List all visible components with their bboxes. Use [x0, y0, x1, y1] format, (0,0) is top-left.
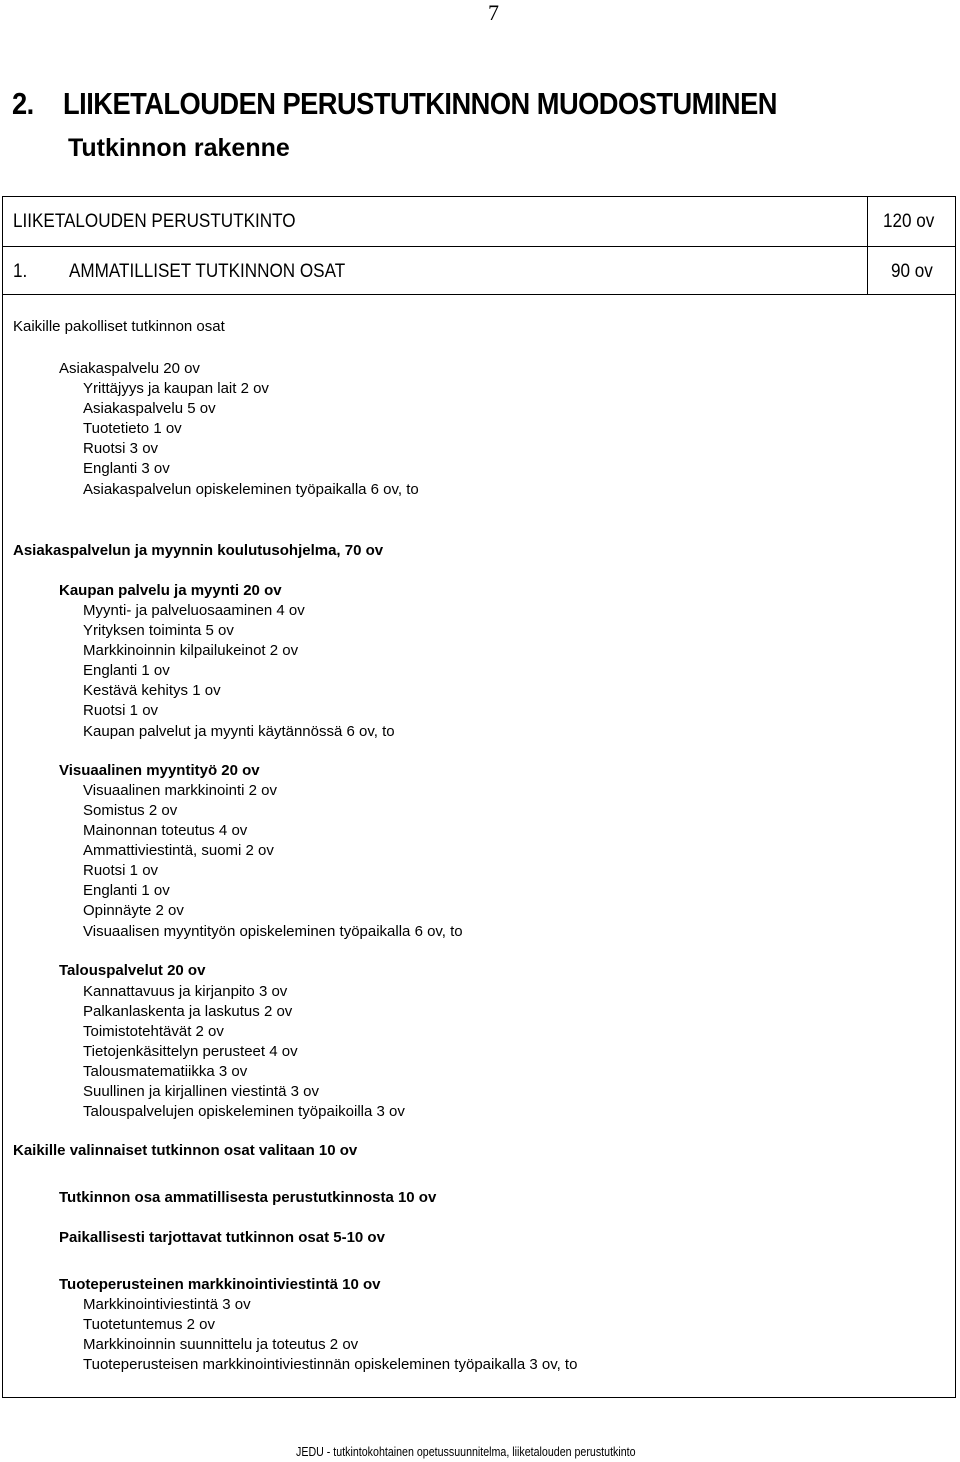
- module-heading: Talouspalvelut 20 ov: [59, 962, 206, 979]
- elective-item: Paikallisesti tarjottavat tutkinnon osat 5-10 ov: [59, 1229, 385, 1246]
- list-item: Markkinoinnin kilpailukeinot 2 ov: [83, 642, 299, 659]
- module-heading: Kaupan palvelu ja myynti 20 ov: [59, 582, 282, 599]
- list-item: Somistus 2 ov: [83, 802, 178, 819]
- list-item: Tuotetieto 1 ov: [83, 420, 182, 437]
- vocational-number: 1.: [13, 261, 28, 282]
- list-item: Asiakaspalvelu 5 ov: [83, 400, 216, 417]
- list-item: Markkinoinnin suunnittelu ja toteutus 2 ov: [83, 1336, 359, 1353]
- list-item: Tuotetuntemus 2 ov: [83, 1316, 216, 1333]
- list-item: Englanti 1 ov: [83, 662, 170, 679]
- module-heading: Visuaalinen myyntityö 20 ov: [59, 762, 260, 779]
- list-item: Kaupan palvelut ja myynti käytännössä 6 ov, to: [83, 723, 395, 740]
- module-heading: Tuoteperusteinen markkinointiviestintä 10 ov: [59, 1276, 381, 1293]
- list-item: Ruotsi 3 ov: [83, 440, 159, 457]
- list-item: Mainonnan toteutus 4 ov: [83, 822, 248, 839]
- list-item: Ammattiviestintä, suomi 2 ov: [83, 842, 274, 859]
- program-heading: Asiakaspalvelun ja myynnin koulutusohjelma, 70 ov: [13, 542, 384, 559]
- vocational-credits: 90 ov: [891, 261, 933, 282]
- list-item: Kaikille pakolliset tutkinnon osat: [13, 318, 225, 335]
- page-number: 7: [488, 0, 499, 25]
- list-item: Markkinointiviestintä 3 ov: [83, 1296, 251, 1313]
- list-item: Englanti 3 ov: [83, 460, 170, 477]
- chapter-number: 2.: [12, 86, 34, 121]
- degree-structure-table: [2, 196, 956, 1398]
- list-item: Visuaalinen markkinointi 2 ov: [83, 782, 277, 799]
- list-item: Myynti- ja palveluosaaminen 4 ov: [83, 602, 305, 619]
- chapter-heading: [12, 86, 777, 122]
- list-item: Talousmatematiikka 3 ov: [83, 1063, 248, 1080]
- list-item: Visuaalisen myyntityön opiskeleminen työpaikalla 6 ov, to: [83, 923, 463, 940]
- list-item: Opinnäyte 2 ov: [83, 902, 184, 919]
- list-item: Yrityksen toiminta 5 ov: [83, 622, 234, 639]
- list-item: Talouspalvelujen opiskeleminen työpaikoilla 3 ov: [83, 1103, 405, 1120]
- chapter-title: LIIKETALOUDEN PERUSTUTKINNON MUODOSTUMINEN: [63, 86, 777, 121]
- list-item: Kestävä kehitys 1 ov: [83, 682, 221, 699]
- list-item: Palkanlaskenta ja laskutus 2 ov: [83, 1003, 293, 1020]
- list-item: Tietojenkäsittelyn perusteet 4 ov: [83, 1043, 298, 1060]
- list-item: Toimistotehtävät 2 ov: [83, 1023, 224, 1040]
- degree-credits: 120 ov: [883, 211, 935, 232]
- list-item: Tuoteperusteisen markkinointiviestinnän opiskeleminen työpaikalla 3 ov, to: [83, 1356, 578, 1373]
- degree-label: LIIKETALOUDEN PERUSTUTKINTO: [13, 211, 296, 232]
- table-row-degree: [3, 197, 955, 247]
- list-item: Suullinen ja kirjallinen viestintä 3 ov: [83, 1083, 319, 1100]
- list-item: Englanti 1 ov: [83, 882, 170, 899]
- elective-item: Tutkinnon osa ammatillisesta perustutkinnosta 10 ov: [59, 1189, 437, 1206]
- elective-heading: Kaikille valinnaiset tutkinnon osat valitaan 10 ov: [13, 1142, 358, 1159]
- list-item: Yrittäjyys ja kaupan lait 2 ov: [83, 380, 269, 397]
- table-row-vocational: [3, 247, 955, 295]
- column-divider: [867, 197, 868, 295]
- section-subtitle: Tutkinnon rakenne: [68, 134, 290, 162]
- list-item: Ruotsi 1 ov: [83, 702, 159, 719]
- list-item: Ruotsi 1 ov: [83, 862, 159, 879]
- list-item: Kannattavuus ja kirjanpito 3 ov: [83, 983, 288, 1000]
- vocational-label: AMMATILLISET TUTKINNON OSAT: [69, 261, 346, 282]
- page-footer: JEDU - tutkintokohtainen opetussuunnitelma, liiketalouden perustutkinto: [296, 1444, 636, 1459]
- list-item: Asiakaspalvelun opiskeleminen työpaikalla 6 ov, to: [83, 481, 419, 498]
- list-item: Asiakaspalvelu 20 ov: [59, 360, 200, 377]
